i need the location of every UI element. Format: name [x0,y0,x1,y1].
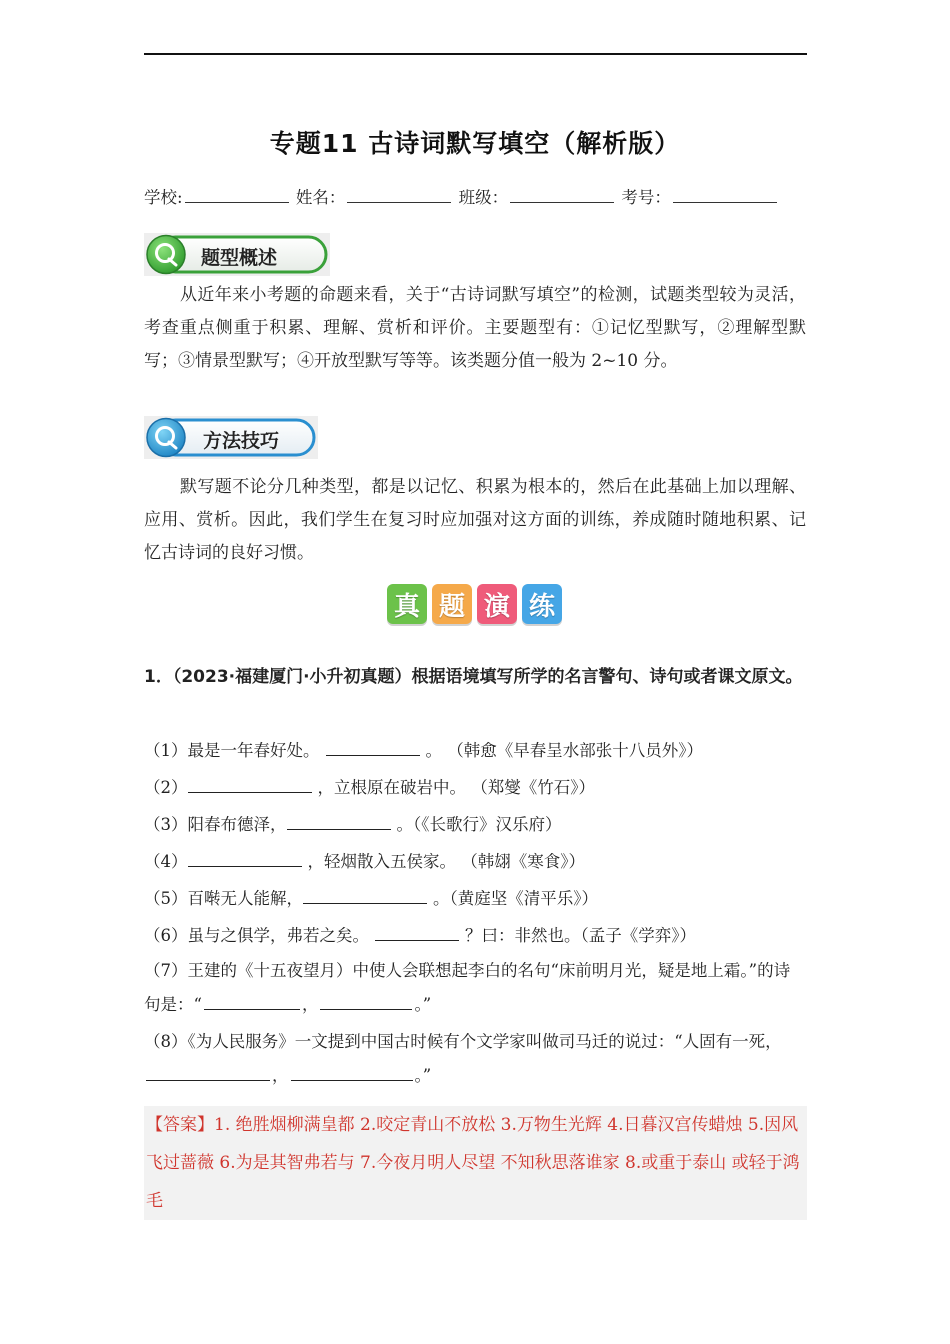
page-title: 专题11 古诗词默写填空（解析版） [269,129,681,158]
answer-text: 1. 绝胜烟柳满皇都 2.咬定青山不放松 3.万物生光辉 4.日暮汉宫传蜡烛 5.因风飞过蔷薇 6.为是其智弗若与 7.今夜月明人尽望 不知秋思落谁家 8.或重于泰山 或轻于鸿毛 [146,1115,800,1211]
question-item-3: （3）阳春布德泽， 。（《长歌行》汉乐府） [144,815,562,834]
question-item-1: （1）最是一年春好处。 。 （韩愈《早春呈水部张十八员外》） [144,741,703,760]
school-blank[interactable] [185,188,289,203]
question-item-4: （4） ，轻烟散入五侯家。 （韩翃《寒食》） [144,852,585,871]
school-label: 学校: [144,188,183,207]
speech-bubble-icon [147,236,185,274]
answer-blank[interactable] [326,739,420,756]
question-item-2: （2） ，立根原在破岩中。 （郑燮《竹石》） [144,778,595,797]
answer-blank[interactable] [303,887,427,904]
tile-ti: 题 [432,584,472,624]
answer-blank[interactable] [291,1064,413,1081]
class-label: 班级： [458,188,509,207]
question-item-8: （8）《为人民服务》一文提到中国古时候有个文学家叫做司马迁的说过：“人固有一死，， 。” [144,1032,782,1085]
name-blank[interactable] [347,188,451,203]
practice-banner [387,584,562,628]
section-label-methods: 方法技巧 [203,430,280,452]
question-heading: 1．（2023·福建厦门·小升初真题）根据语境填写所学的名言警句、诗句或者课文原文。 [144,667,803,687]
student-info-line [144,184,779,208]
name-label: 姓名： [295,188,346,207]
question-item-6: （6）虽与之俱学，弗若之矣。 ？曰：非然也。（孟子《学弈》） [144,926,696,945]
tile-zhen: 真 [387,584,427,624]
exam-number-label: 考号： [621,188,671,207]
answer-blank[interactable] [320,993,412,1010]
tile-yan: 演 [477,584,517,624]
question-items [144,732,806,1093]
tile-lian: 练 [522,584,562,624]
overview-paragraph: 从近年来小考题的命题来看，关于“古诗词默写填空”的检测，试题类型较为灵活，考查重点侧重于积累、理解、赏析和评价。主要题型有：①记忆型默写，②理解型默写；③情景型默写；④开放型默写等等。该类题分值一般为 2~10 分。 [144,285,806,371]
question-item-5: （5）百啭无人能解， 。（黄庭坚《清平乐》） [144,889,598,908]
exam-number-blank[interactable] [673,188,777,203]
section-label-question-types: 题型概述 [201,247,278,269]
answer-blank[interactable] [188,776,312,793]
question-item-7: （7）王建的《十五夜望月）中使人会联想起李白的名句“床前明月光，疑是地上霜。”的诗句是：“ ， 。” [144,961,791,1014]
answer-blank[interactable] [188,850,302,867]
answer-box [144,1106,807,1220]
answer-label: 【答案】 [146,1115,214,1135]
answer-blank[interactable] [204,993,300,1010]
answer-blank[interactable] [375,924,459,941]
answer-blank[interactable] [287,813,391,830]
header-rule [144,53,807,55]
class-blank[interactable] [510,188,614,203]
speech-bubble-icon [147,419,185,457]
answer-blank[interactable] [146,1064,270,1081]
methods-paragraph: 默写题不论分几种类型，都是以记忆、积累为根本的，然后在此基础上加以理解、应用、赏析。因此，我们学生在复习时应加强对这方面的训练，养成随时随地积累、记忆古诗词的良好习惯。 [144,477,806,563]
